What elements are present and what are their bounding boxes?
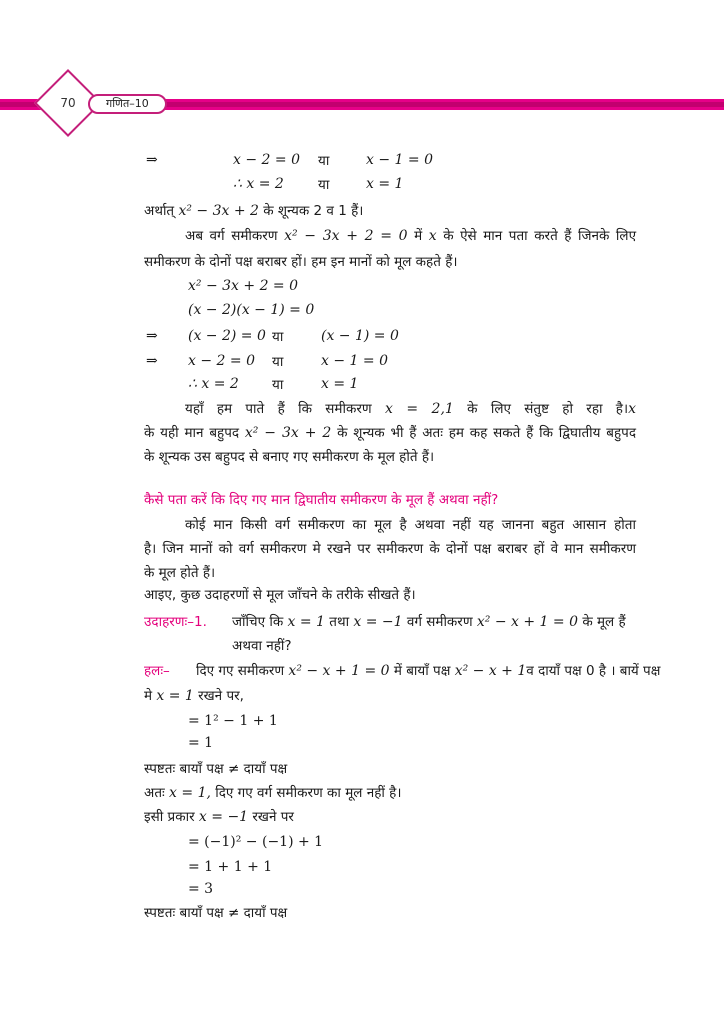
equation: x = 1 — [321, 376, 359, 392]
equation: x = 1 — [156, 688, 194, 704]
solution-text — [196, 661, 661, 679]
equation: x − 2 = 0 — [188, 353, 255, 369]
example-text — [232, 612, 624, 630]
equation: x = 1 — [287, 614, 325, 630]
text: में — [414, 228, 423, 244]
solution-label: हलः– — [144, 663, 170, 679]
text: इसी प्रकार — [144, 809, 195, 825]
paragraph-line: समीकरण के दोनों पक्ष बराबर हों। हम इन मानों को मूल कहते हैं। — [144, 254, 458, 270]
text: रखने पर, — [198, 688, 244, 704]
solution-text — [144, 783, 401, 801]
equation: (x − 2) = 0 — [188, 328, 266, 344]
text: अब वर्ग समीकरण — [185, 228, 278, 244]
equation: x = −1 — [198, 809, 249, 825]
paragraph-line: के शून्यक उस बहुपद से बनाए गए समीकरण के मूल होते हैं। — [144, 449, 435, 465]
variable: x — [628, 401, 637, 417]
equation: x = 1, — [169, 785, 211, 801]
calculation: = 1² − 1 + 1 — [188, 713, 278, 729]
paragraph-line — [144, 399, 636, 417]
solution-text — [144, 807, 294, 825]
paragraph-line: है। जिन मानों को वर्ग समीकरण मे रखने पर समीकरण के दोनों पक्ष बराबर हों वे मान समीकरण — [144, 541, 636, 557]
calculation: = (−1)² − (−1) + 1 — [188, 834, 324, 850]
text: के यही मान बहुपद — [144, 425, 240, 441]
section-heading: कैसे पता करें कि दिए गए मान द्विघातीय समीकरण के मूल हैं अथवा नहीं? — [144, 492, 499, 508]
implies-arrow: ⇒ — [146, 152, 158, 168]
zeros-statement — [144, 201, 363, 219]
equation: x² − 3x + 2 = 0 — [284, 228, 408, 244]
text: के ऐसे मान पता करते हैं जिनके लिए — [443, 228, 637, 244]
equation: (x − 1) = 0 — [321, 328, 399, 344]
text: दिए गए वर्ग समीकरण का मूल नहीं है। — [215, 785, 402, 801]
polynomial: x² − 3x + 2 — [178, 203, 259, 219]
text: अर्थात् — [144, 203, 175, 219]
text: के मूल हैं — [582, 614, 626, 630]
equation: x = −1 — [353, 614, 403, 630]
calculation: = 3 — [188, 881, 214, 897]
paragraph-line: आइए, कुछ उदाहरणों से मूल जाँचने के तरीके सीखते हैं। — [144, 587, 416, 603]
text: के शून्यक 2 व 1 हैं। — [263, 203, 364, 219]
paragraph-line — [144, 226, 636, 244]
or-word: या — [318, 153, 330, 169]
equation: x − 2 = 0 — [233, 152, 300, 168]
or-word: या — [272, 377, 284, 393]
text: तथा — [329, 614, 350, 630]
text: वर्ग समीकरण — [406, 614, 473, 630]
equation: x − 1 = 0 — [366, 152, 433, 168]
text: मे — [144, 688, 153, 704]
expression: x² − x + 1 — [454, 663, 527, 679]
solution-text — [144, 686, 244, 704]
or-word: या — [272, 354, 284, 370]
implies-arrow: ⇒ — [146, 353, 158, 369]
equation: x = 2,1 — [384, 401, 454, 417]
paragraph-line: कोई मान किसी वर्ग समीकरण का मूल है अथवा नहीं यह जानना बहुत आसान होता — [185, 517, 636, 533]
book-title: गणित–10 — [106, 97, 149, 110]
or-word: या — [272, 329, 284, 345]
text: जाँचिए कि — [232, 614, 284, 630]
polynomial: x² − 3x + 2 — [244, 425, 332, 441]
text: के लिए संतुष्ट हो रहा है। — [467, 401, 629, 417]
variable: x — [428, 228, 437, 244]
text: यहाँ हम पाते हैं कि समीकरण — [185, 401, 372, 417]
calculation: = 1 + 1 + 1 — [188, 859, 273, 875]
equation: x − 1 = 0 — [321, 353, 388, 369]
equation: ∴ x = 2 — [233, 176, 284, 192]
conclusion: स्पष्टतः बायाँ पक्ष ≠ दायाँ पक्ष — [144, 761, 288, 777]
text: में बायाँ पक्ष — [393, 663, 451, 679]
equation: x² − 3x + 2 = 0 — [188, 278, 299, 294]
equation: x = 1 — [366, 176, 404, 192]
equation: (x − 2)(x − 1) = 0 — [188, 302, 315, 318]
or-word: या — [318, 177, 330, 193]
text: दिए गए समीकरण — [196, 663, 285, 679]
conclusion: स्पष्टतः बायाँ पक्ष ≠ दायाँ पक्ष — [144, 905, 288, 921]
text: रखने पर — [252, 809, 294, 825]
text: व दायाँ पक्ष 0 है । बायें पक्ष — [526, 663, 661, 679]
page-number: 70 — [60, 96, 76, 110]
equation: x² − x + 1 = 0 — [288, 663, 390, 679]
paragraph-line — [144, 423, 636, 441]
example-label: उदाहरणः–1. — [144, 614, 207, 630]
paragraph-line: के मूल होते हैं। — [144, 565, 216, 581]
book-title-tab — [88, 94, 167, 114]
implies-arrow: ⇒ — [146, 328, 158, 344]
example-text: अथवा नहीं? — [232, 638, 292, 654]
text: के शून्यक भी हैं अतः हम कह सकते हैं कि द्विघातीय बहुपद — [337, 425, 636, 441]
text: अतः — [144, 785, 165, 801]
equation: x² − x + 1 = 0 — [476, 614, 579, 630]
calculation: = 1 — [188, 735, 214, 751]
equation: ∴ x = 2 — [188, 376, 239, 392]
